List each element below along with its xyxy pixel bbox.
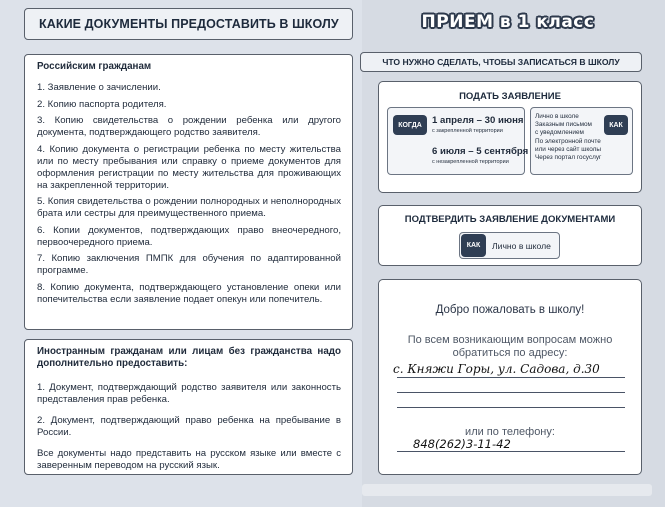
address-line bbox=[397, 392, 625, 393]
phone-line bbox=[397, 451, 625, 452]
how-badge: КАК bbox=[604, 115, 628, 135]
questions-line-2: обратиться по адресу: bbox=[452, 347, 568, 359]
method-line: Лично в школе bbox=[535, 113, 579, 120]
period-2 bbox=[432, 146, 528, 165]
how-panel bbox=[530, 107, 633, 175]
phone-handwritten: 848(262)3-11-42 bbox=[413, 437, 511, 451]
address-handwritten: с. Княжи Горы, ул. Садова, д.30 bbox=[393, 362, 600, 376]
steps-subtitle: ЧТО НУЖНО СДЕЛАТЬ, ЧТОБЫ ЗАПИСАТЬСЯ В ШКОЛУ bbox=[360, 52, 642, 72]
method-line: с уведомлением bbox=[535, 129, 584, 137]
period-2-note: с незакрепленной территории bbox=[432, 159, 509, 165]
foreign-citizens-card bbox=[24, 339, 353, 475]
phone-label: или по телефону: bbox=[465, 426, 555, 438]
document-item: 2. Копию паспорта родителя. bbox=[37, 98, 167, 110]
document-item: 8. Копию документа, подтверждающего установление опеки или попечительства если заявление подает опекун или попечитель. bbox=[37, 281, 341, 305]
when-badge: КОГДА bbox=[393, 115, 427, 135]
confirm-method: Лично в школе bbox=[492, 240, 551, 251]
submit-application-box bbox=[378, 81, 642, 193]
document-item: 7. Копию заключения ПМПК для обучения по адаптированной программе. bbox=[37, 253, 341, 276]
confirm-application-box bbox=[378, 205, 642, 266]
language-note: Все документы надо представить на русском языке или вместе с заверенным переводом на русский язык. bbox=[37, 448, 341, 471]
document-item: 5. Копия свидетельства о рождении полнородных и неполнородных брата или сестры для преимущественного приема. bbox=[37, 196, 341, 219]
questions-text bbox=[379, 334, 641, 360]
contact-box bbox=[378, 279, 642, 475]
admission-banner: ПРИЕМ в 1 класс bbox=[421, 12, 595, 32]
address-line bbox=[397, 377, 625, 378]
documents-heading: КАКИЕ ДОКУМЕНТЫ ПРЕДОСТАВИТЬ В ШКОЛУ bbox=[24, 8, 353, 40]
document-item: 2. Документ, подтверждающий право ребенка на пребывание в России. bbox=[37, 415, 341, 438]
document-item: 1. Заявление о зачислении. bbox=[37, 82, 161, 93]
method-line: Заказным письмом bbox=[535, 121, 592, 129]
method-line: По электронной почте bbox=[535, 137, 601, 145]
document-item: 3. Копию свидетельства о рождении ребенка или другого документа, подтверждающего родство заявителя. bbox=[37, 115, 341, 138]
method-line: Через портал госуслуг bbox=[535, 154, 602, 162]
address-line bbox=[397, 407, 625, 408]
document-item: 4. Копию документа о регистрации ребенка по месту жительства или по месту пребывания или справку о приеме документов для оформления регистрации по месту жительства для проживающих на закрепленной территории. bbox=[37, 143, 341, 191]
period-1-dates: 1 апреля – 30 июня bbox=[432, 115, 524, 126]
russian-citizens-title: Российским гражданам bbox=[37, 61, 152, 72]
period-1 bbox=[432, 115, 524, 134]
submission-methods bbox=[535, 113, 609, 162]
document-item: 6. Копии документов, подтверждающих право внеочередного, первоочередного приема. bbox=[37, 224, 341, 248]
document-item: 1. Документ, подтверждающий родство заявителя или законность представления прав ребенка. bbox=[37, 382, 341, 405]
when-panel bbox=[387, 107, 529, 175]
period-2-dates: 6 июля – 5 сентября bbox=[432, 146, 529, 157]
foreign-citizens-title: Иностранным гражданам или лицам без гражданства надо дополнительно предоставить: bbox=[37, 346, 341, 369]
confirm-how-badge: КАК bbox=[461, 234, 486, 257]
questions-line-1: По всем возникающим вопросам можно bbox=[407, 334, 613, 346]
welcome-text: Добро пожаловать в школу! bbox=[435, 304, 585, 316]
bottom-strip bbox=[362, 484, 652, 496]
russian-citizens-card bbox=[24, 54, 353, 330]
confirm-method-panel bbox=[459, 232, 560, 259]
period-1-note: с закрепленной территории bbox=[432, 128, 503, 134]
confirm-application-title: ПОДТВЕРДИТЬ ЗАЯВЛЕНИЕ ДОКУМЕНТАМИ bbox=[404, 214, 616, 225]
method-line: или через сайт школы bbox=[535, 145, 601, 153]
submit-application-title: ПОДАТЬ ЗАЯВЛЕНИЕ bbox=[459, 91, 561, 102]
